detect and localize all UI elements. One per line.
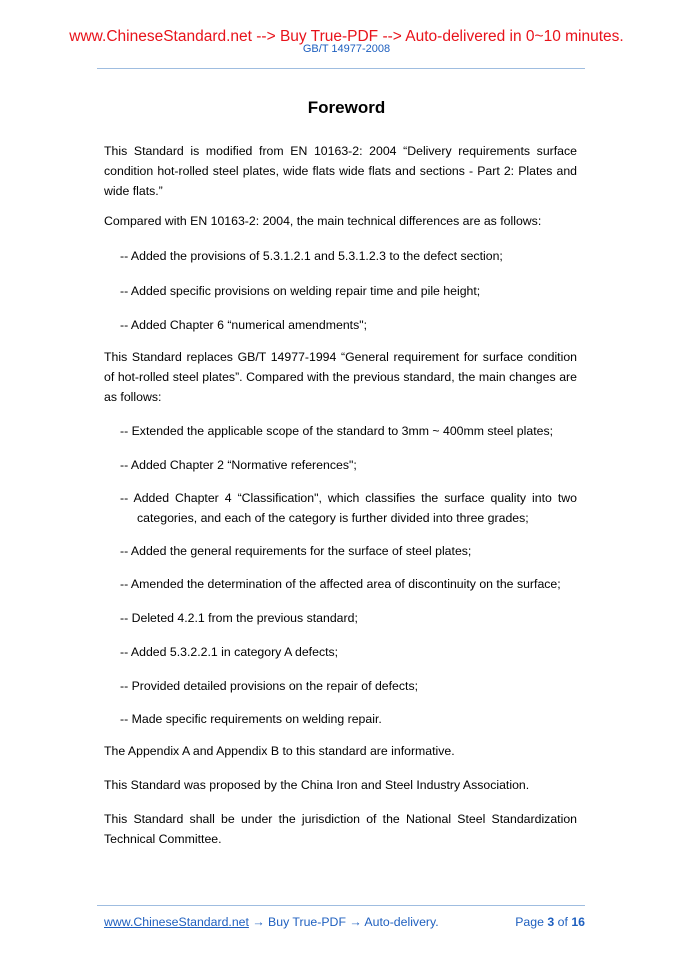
footer-tagline: → Buy True-PDF → Auto-delivery. [248,915,439,929]
list-item: -- Made specific requirements on welding repair. [120,712,382,726]
list-item: -- Added the provisions of 5.3.1.2.1 and 5.3.1.2.3 to the defect section; [120,249,503,263]
paragraph-differences-intro: Compared with EN 10163-2: 2004, the main technical differences are as follows: [104,214,542,228]
page-indicator [515,914,585,930]
list-item: -- Added Chapter 2 “Normative references"; [120,458,357,472]
header-divider [97,68,585,69]
list-item: -- Extended the applicable scope of the standard to 3mm ~ 400mm steel plates; [120,424,554,438]
paragraph-appendix: The Appendix A and Appendix B to this standard are informative. [104,744,455,758]
paragraph-modified-from: This Standard is modified from EN 10163-2: 2004 “Delivery requirements surface condition hot-rolled steel plates, wide flats wide flats and sections - Part 2: Plates and wide flats.” [104,144,577,198]
list-item: -- Added Chapter 6 “numerical amendments"; [120,318,368,332]
footer-site-link[interactable]: www.ChineseStandard.net [104,915,249,929]
list-item: -- Amended the determination of the affected area of discontinuity on the surface; [120,577,561,591]
paragraph-replaces: This Standard replaces GB/T 14977-1994 “General requirement for surface condition of hot-rolled steel plates”. Compared with the previous standard, the main changes are as follows: [104,350,577,404]
page-label: Page [515,915,544,929]
footer-divider [97,905,585,906]
standard-code: GB/T 14977-2008 [302,43,391,55]
list-item: -- Added specific provisions on welding repair time and pile height; [120,284,481,298]
page-footer [104,914,585,930]
paragraph-jurisdiction: This Standard shall be under the jurisdiction of the National Steel Standardization Technical Committee. [104,812,577,846]
page-total: 16 [571,915,585,929]
list-item: -- Deleted 4.2.1 from the previous standard; [120,611,358,625]
list-item: -- Added 5.3.2.2.1 in category A defects; [120,645,339,659]
page-of-label: of [557,915,568,929]
page-title: Foreword [307,98,386,117]
paragraph-proposed-by: This Standard was proposed by the China Iron and Steel Industry Association. [104,778,530,792]
promo-banner[interactable]: www.ChineseStandard.net --> Buy True-PDF --> Auto-delivered in 0~10 minutes. [69,28,624,45]
list-item: -- Added the general requirements for the surface of steel plates; [120,544,472,558]
list-item: -- Provided detailed provisions on the repair of defects; [120,679,419,693]
page-current: 3 [547,915,555,929]
list-item: -- Added Chapter 4 “Classification", which classifies the surface quality into two categories, and each of the category is further divided into three grades; [120,491,577,525]
